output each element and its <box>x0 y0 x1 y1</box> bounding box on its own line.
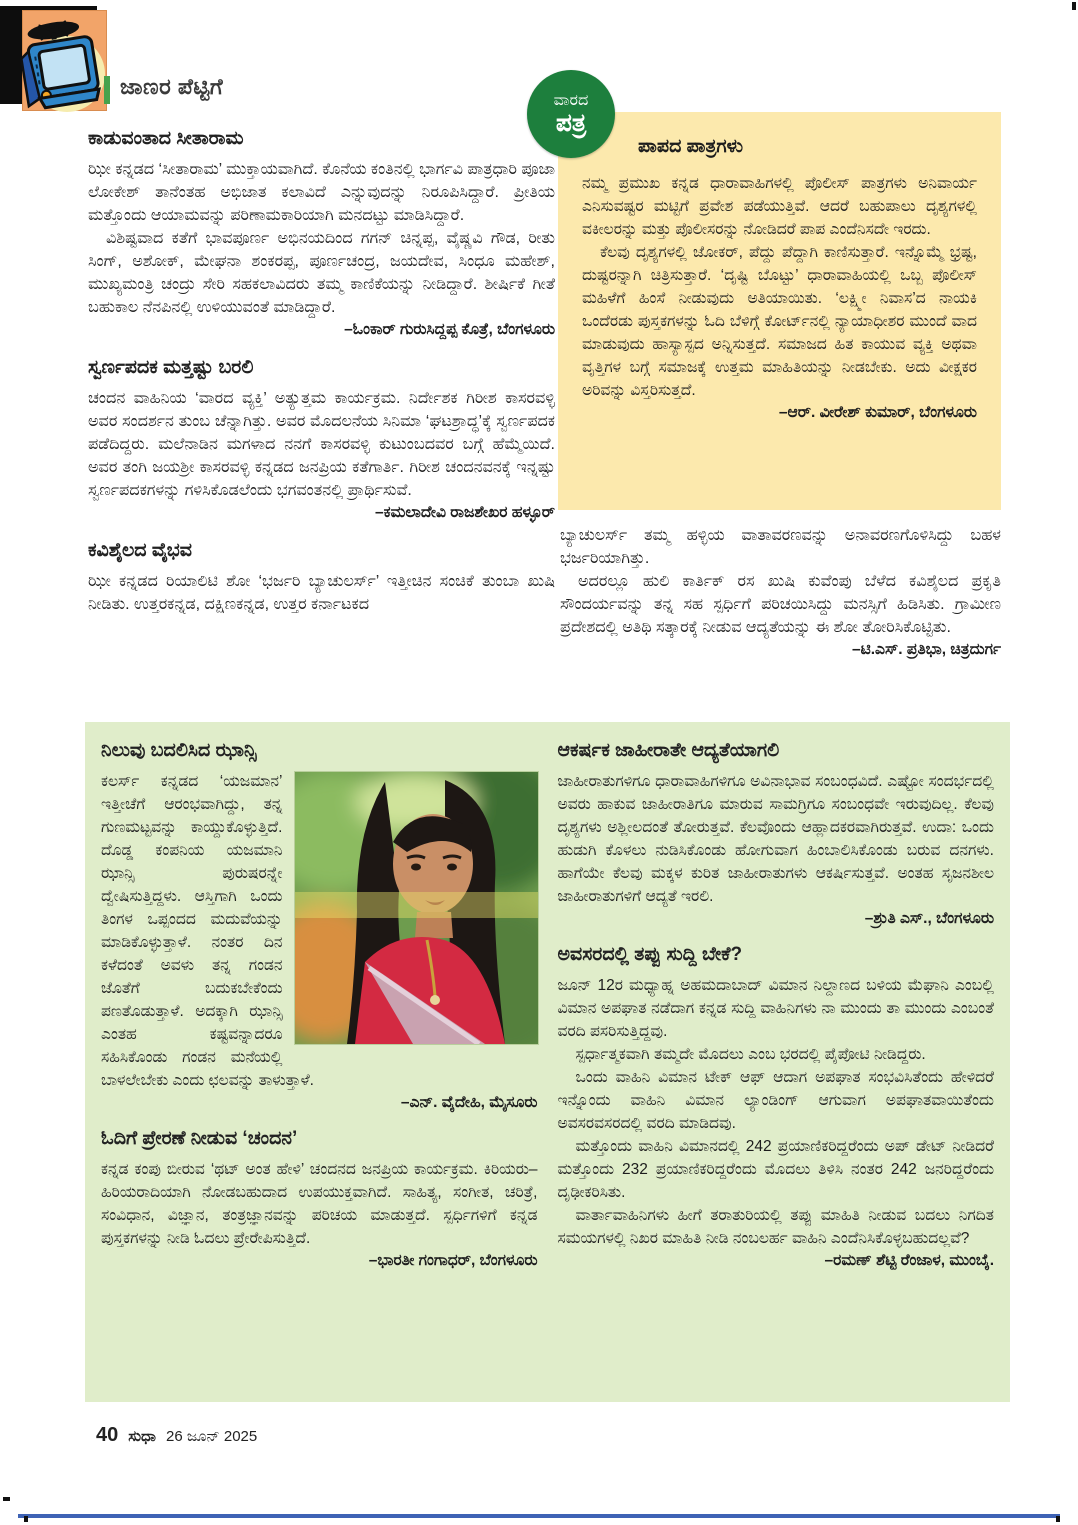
letter-signature: –ಓಂಕಾರ್ ಗುರುಸಿದ್ದಪ್ಪ ಕೊತ್ರೆ, ಬೆಂಗಳೂರು <box>344 321 555 338</box>
letter-paragraph: ಅದರಲ್ಲೂ ಹುಲಿ ಕಾರ್ತಿಕ್ ರಸ ಖುಷಿ ಕುವೆಂಪು ಬೆಳೆದ ಕವಿಶೈಲದ ಪ್ರಕೃತಿ ಸೌಂದರ್ಯವನ್ನು ತನ್ನ ಸಹ ಸ್ಪರ್ಧಿಗೆ ಪರಿಚಯಿಸಿದ್ದು ಮನಸ್ಸಿಗೆ ಹಿಡಿಸಿತು. ಗ್ರಾಮೀಣ ಪ್ರದೇಶದಲ್ಲಿ ಅತಿಥಿ ಸತ್ಕಾರಕ್ಕೆ ನೀಡುವ ಆದ್ಯತೆಯನ್ನು ಈ ಶೋ ತೋರಿಸಿಕೊಟ್ಟಿತು. <box>560 573 1001 636</box>
letter-signature: –ಶ್ರುತಿ ಎಸ್., ಬೆಂಗಳೂರು <box>864 910 994 927</box>
letter-signature: –ಎನ್. ವೈದೇಹಿ, ಮೈಸೂರು <box>400 1094 538 1111</box>
tv-illustration-plate <box>22 10 107 111</box>
section-title: ಜಾಣರ ಪೆಟ್ಟಿಗೆ <box>120 74 224 99</box>
green-letters-box <box>85 722 1010 1402</box>
letter-swarnapadaka <box>88 357 555 522</box>
letter-wrong-news <box>558 944 995 1270</box>
letter-heading: ಕಾಡುವಂತಾದ ಸೀತಾರಾಮ <box>88 128 244 149</box>
registration-mark <box>1056 1516 1060 1522</box>
letter-heading: ಪಾಪದ ಪಾತ್ರಗಳು <box>638 136 744 157</box>
registration-mark <box>3 1497 10 1501</box>
weeks-letter-badge <box>527 70 615 158</box>
letter-paragraph: ಜಾಹೀರಾತುಗಳಿಗೂ ಧಾರಾವಾಹಿಗಳಿಗೂ ಅವಿನಾಭಾವ ಸಂಬಂಧವಿದೆ. ಎಷ್ಟೋ ಸಂದರ್ಭದಲ್ಲಿ ಅವರು ಹಾಕುವ ಜಾಹೀರಾತಿಗೂ ಮಾರುವ ಸಾಮಗ್ರಿಗೂ ಸಂಬಂಧವೇ ಇರುವುದಿಲ್ಲ. ಕೆಲವು ದೃಶ್ಯಗಳು ಅಶ್ಲೀಲದಂತೆ ತೋರುತ್ತವೆ. ಕೆಲವೊಂದು ಆಹ್ಲಾದಕರವಾಗಿರುತ್ತವೆ. ಉದಾ: ಒಂದು ಹುಡುಗಿ ಕೊಳಲು ನುಡಿಸಿಕೊಂಡು ಹೋಗುವಾಗ ಹಿಂಬಾಲಿಸಿಕೊಂಡು ಬರುವ ದನಗಳು. ಹಾಗೆಯೇ ಕೆಲವು ಮಕ್ಕಳ ಕುರಿತ ಜಾಹೀರಾತುಗಳು ಆಕರ್ಷಿಸುತ್ತವೆ. ಅಂತಹ ಸೃಜನಶೀಲ ಜಾಹೀರಾತುಗಳಿಗೆ ಆದ್ಯತೆ ಇರಲಿ. <box>557 773 994 905</box>
letter-signature: –ಟಿ.ಎಸ್. ಪ್ರತಿಭಾ, ಚಿತ್ರದುರ್ಗ <box>851 641 1001 658</box>
letter-seetharama <box>88 128 555 339</box>
letter-signature: –ಆರ್. ವೀರೇಶ್ ಕುಮಾರ್, ಬೆಂಗಳೂರು <box>778 404 977 421</box>
letter-kavishaila <box>88 540 555 616</box>
letter-chandana <box>101 1128 538 1270</box>
letter-paragraph: ಒಂದು ವಾಹಿನಿ ವಿಮಾನ ಟೇಕ್ ಆಫ್ ಆದಾಗ ಅಪಘಾತ ಸಂಭವಿಸಿತೆಂದು ಹೇಳಿದರೆ ಇನ್ನೊಂದು ವಾಹಿನಿ ವಿಮಾನ ಲ್ಯಾಂಡಿಂಗ್ ಆಗುವಾಗ ಅಪಘಾತವಾಯಿತೆಂದು ಅವಸರವಸರದಲ್ಲಿ ವರದಿ ಮಾಡಿದವು. <box>557 1069 994 1132</box>
highlighted-letter-box <box>558 112 1001 510</box>
registration-mark <box>1072 2 1076 10</box>
letter-jhansi <box>101 740 538 1112</box>
letter-signature: –ಕಮಲಾದೇವಿ ರಾಜಶೇಖರ ಹಳ್ಳೂರ್ <box>375 504 555 521</box>
letter-heading: ನಿಲುವು ಬದಲಿಸಿದ ಝಾನ್ಸಿ <box>101 740 257 761</box>
letter-paragraph: ಕನ್ನಡ ಕಂಪು ಬೀರುವ ‘ಥಟ್ ಅಂತ ಹೇಳಿ’ ಚಂದನದ ಜನಪ್ರಿಯ ಕಾರ್ಯಕ್ರಮ. ಕಿರಿಯರು–ಹಿರಿಯರಾದಿಯಾಗಿ ನೋಡಬಹುದಾದ ಉಪಯುಕ್ತವಾಗಿದೆ. ಸಾಹಿತ್ಯ, ಸಂಗೀತ, ಚರಿತ್ರೆ, ಸಂವಿಧಾನ, ವಿಜ್ಞಾನ, ತಂತ್ರಜ್ಞಾನವನ್ನು ಪರಿಚಯ ಮಾಡುತ್ತದೆ. ಸ್ಪರ್ಧಿಗಳಿಗೆ ಕನ್ನಡ ಪುಸ್ತಕಗಳನ್ನು ನೀಡಿ ಓದಲು ಪ್ರೇರೇಪಿಸುತ್ತಿದೆ. <box>101 1161 538 1247</box>
green-box-left-column <box>101 740 538 1384</box>
right-column-continuation <box>560 524 1001 659</box>
letter-heading: ಆಕರ್ಷಕ ಜಾಹೀರಾತೇ ಆದ್ಯತೆಯಾಗಲಿ <box>557 740 780 761</box>
badge-line1: ವಾರದ <box>553 92 589 109</box>
letter-paragraph: ಬ್ಯಾಚುಲರ್ಸ್ ತಮ್ಮ ಹಳ್ಳಿಯ ವಾತಾವರಣವನ್ನು ಅನಾವರಣಗೊಳಿಸಿದ್ದು ಬಹಳ ಭರ್ಜರಿಯಾಗಿತ್ತು. <box>560 527 1001 567</box>
page-footer <box>96 1424 257 1447</box>
letter-paragraph: ಸ್ಪರ್ಧಾತ್ಮಕವಾಗಿ ತಮ್ಮದೇ ಮೊದಲು ಎಂಬ ಭರದಲ್ಲಿ ಪೈಪೋಟಿ ನೀಡಿದ್ದರು. <box>575 1046 926 1063</box>
letter-paragraph: ಕೆಲವು ದೃಶ್ಯಗಳಲ್ಲಿ ಜೋಕರ್, ಪೆದ್ದು ಪೆದ್ದಾಗಿ ಕಾಣಿಸುತ್ತಾರೆ. ಇನ್ನೊಮ್ಮೆ ಭ್ರಷ್ಟ, ದುಷ್ಟರನ್ನಾಗಿ ಚಿತ್ರಿಸುತ್ತಾರೆ. ‘ದೃಷ್ಟಿ ಬೊಟ್ಟು’ ಧಾರಾವಾಹಿಯಲ್ಲಿ ಒಬ್ಬ ಪೊಲೀಸ್ ಮಹಿಳೆಗೆ ಹಿಂಸೆ ನೀಡುವುದು ಅತಿಯಾಯಿತು. ‘ಲಕ್ಷ್ಮೀ ನಿವಾಸ’ದ ನಾಯಕಿ ಒಂದೆರಡು ಪುಸ್ತಕಗಳನ್ನು ಓದಿ ಬೆಳಿಗ್ಗೆ ಕೋರ್ಟ್‌ನಲ್ಲಿ ನ್ಯಾಯಾಧೀಶರ ಮುಂದೆ ವಾದ ಮಾಡುವುದು ಹಾಸ್ಯಾಸ್ಪದ ಅನ್ನಿಸುತ್ತದೆ. ಸಮಾಜದ ಹಿತ ಕಾಯುವ ವ್ಯಕ್ತಿ ಅಥವಾ ವೃತ್ತಿಗಳ ಬಗ್ಗೆ ಸಮಾಜಕ್ಕೆ ಉತ್ತಮ ಮಾಹಿತಿಯನ್ನು ನೀಡಬೇಕು. ಅದು ವೀಕ್ಷಕರ ಅರಿವನ್ನು ವಿಸ್ತರಿಸುತ್ತದೆ. <box>582 244 977 399</box>
letter-paragraph: ನಮ್ಮ ಪ್ರಮುಖ ಕನ್ನಡ ಧಾರಾವಾಹಿಗಳಲ್ಲಿ ಪೊಲೀಸ್ ಪಾತ್ರಗಳು ಅನಿವಾರ್ಯ ಎನಿಸುವಷ್ಟರ ಮಟ್ಟಿಗೆ ಪ್ರವೇಶ ಪಡೆಯುತ್ತಿವೆ. ಆದರೆ ಬಹುಪಾಲು ದೃಶ್ಯಗಳಲ್ಲಿ ವಕೀಲರನ್ನು ಮತ್ತು ಪೊಲೀಸರನ್ನು ನೋಡಿದರೆ ಪಾಪ ಎಂದೆನಿಸದೇ ಇರದು. <box>582 175 977 238</box>
left-column <box>88 128 555 634</box>
letter-paragraph: ಝೀ ಕನ್ನಡದ ರಿಯಾಲಿಟಿ ಶೋ ‘ಭರ್ಜರಿ ಬ್ಯಾಚುಲರ್ಸ್’ ಇತ್ತೀಚಿನ ಸಂಚಿಕೆ ತುಂಬಾ ಖುಷಿ ನೀಡಿತು. ಉತ್ತರಕನ್ನಡ, ದಕ್ಷಿಣಕನ್ನಡ, ಉತ್ತರ ಕರ್ನಾಟಕದ <box>88 573 555 613</box>
badge-line2: ಪತ್ರ <box>555 109 587 137</box>
letter-paragraph: ಝೀ ಕನ್ನಡದ ‘ಸೀತಾರಾಮ’ ಮುಕ್ತಾಯವಾಗಿದೆ. ಕೊನೆಯ ಕಂತಿನಲ್ಲಿ ಭಾರ್ಗವಿ ಪಾತ್ರಧಾರಿ ಪೂಜಾ ಲೋಕೇಶ್ ತಾನೆಂತಹ ಅಭಿಜಾತ ಕಲಾವಿದೆ ಎನ್ನುವುದನ್ನು ನಿರೂಪಿಸಿದ್ದಾರೆ. ಪ್ರೀತಿಯ ಮತ್ತೊಂದು ಆಯಾಮವನ್ನು ಪರಿಣಾಮಕಾರಿಯಾಗಿ ಮನದಟ್ಟು ಮಾಡಿಸಿದ್ದಾರೆ. <box>88 161 555 224</box>
letter-paragraph: ಚಂದನ ವಾಹಿನಿಯ ‘ವಾರದ ವ್ಯಕ್ತಿ’ ಅತ್ಯುತ್ತಮ ಕಾರ್ಯಕ್ರಮ. ನಿರ್ದೇಶಕ ಗಿರೀಶ ಕಾಸರವಳ್ಳಿ ಅವರ ಸಂದರ್ಶನ ತುಂಬ ಚೆನ್ನಾಗಿತ್ತು. ಅವರ ಮೊದಲನೆಯ ಸಿನಿಮಾ ‘ಘಟಶ್ರಾದ್ಧ’ಕ್ಕೆ ಸ್ವರ್ಣಪದಕ ಪಡೆದಿದ್ದರು. ಮಲೆನಾಡಿನ ಮಗಳಾದ ನನಗೆ ಕಾಸರವಳ್ಳಿ ಕುಟುಂಬದವರ ಬಗ್ಗೆ ಹೆಮ್ಮೆಯಿದೆ. ಅವರ ತಂಗಿ ಜಯಶ್ರೀ ಕಾಸರವಳ್ಳಿ ಕನ್ನಡದ ಜನಪ್ರಿಯ ಕತೆಗಾರ್ತಿ. ಗಿರೀಶ ಚಂದನವನಕ್ಕೆ ಇನ್ನಷ್ಟು ಸ್ವರ್ಣಪದಕಗಳನ್ನು ಗಳಿಸಿಕೊಡಲೆಂದು ಭಗವಂತನಲ್ಲಿ ಪ್ರಾರ್ಥಿಸುವೆ. <box>88 390 555 499</box>
bottom-rule <box>18 1514 1060 1518</box>
letter-signature: –ರಮಣ್ ಶೆಟ್ಟಿ ರೆಂಜಾಳ, ಮುಂಬೈ. <box>824 1252 994 1269</box>
letter-paragraph: ಜೂನ್ 12ರ ಮಧ್ಯಾಹ್ನ ಅಹಮದಾಬಾದ್ ವಿಮಾನ ನಿಲ್ದಾಣದ ಬಳಿಯ ಮೆಘಾನಿ ಎಂಬಲ್ಲಿ ವಿಮಾನ ಅಪಘಾತ ನಡೆದಾಗ ಕನ್ನಡ ಸುದ್ದಿ ವಾಹಿನಿಗಳು ನಾ ಮುಂದು ತಾ ಮುಂದು ಎಂಬಂತೆ ವರದಿ ಪಸರಿಸುತ್ತಿದ್ದವು. <box>557 977 994 1040</box>
letter-paragraph: ವಾರ್ತಾವಾಹಿನಿಗಳು ಹೀಗೆ ತರಾತುರಿಯಲ್ಲಿ ತಪ್ಪು ಮಾಹಿತಿ ನೀಡುವ ಬದಲು ನಿಗದಿತ ಸಮಯಗಳಲ್ಲಿ ನಿಖರ ಮಾಹಿತಿ ನೀಡಿ ನಂಬಲರ್ಹ ವಾಹಿನಿ ಎಂದೆನಿಸಿಕೊಳ್ಳಬಹುದಲ್ಲವೆ? <box>557 1207 994 1247</box>
magazine-name: ಸುಧಾ <box>128 1428 156 1445</box>
issue-date: 26 ಜೂನ್ 2025 <box>165 1428 258 1445</box>
registration-mark <box>24 1516 28 1522</box>
letter-heading: ಕವಿಶೈಲದ ವೈಭವ <box>88 540 192 561</box>
letter-paragraph: ಮತ್ತೊಂದು ವಾಹಿನಿ ವಿಮಾನದಲ್ಲಿ 242 ಪ್ರಯಾಣಿಕರಿದ್ದರೆಂದು ಅಪ್ ಡೇಟ್ ನೀಡಿದರೆ ಮತ್ತೊಂದು 232 ಪ್ರಯಾಣಿಕರಿದ್ದರೆಂದು ಮೊದಲು ತಿಳಿಸಿ ನಂತರ 242 ಜನರಿದ್ದರೆಂದು ದೃಢೀಕರಿಸಿತು. <box>557 1138 994 1201</box>
letter-heading: ಓದಿಗೆ ಪ್ರೇರಣೆ ನೀಡುವ ‘ಚಂದನ’ <box>101 1128 298 1149</box>
section-title-rule <box>104 76 110 104</box>
letter-heading: ಅವಸರದಲ್ಲಿ ತಪ್ಪು ಸುದ್ದಿ ಬೇಕೆ? <box>557 944 743 965</box>
letter-paragraph: ವಿಶಿಷ್ಟವಾದ ಕತೆಗೆ ಭಾವಪೂರ್ಣ ಅಭಿನಯದಿಂದ ಗಗನ್ ಚಿನ್ನಪ್ಪ, ವೈಷ್ಣವಿ ಗೌಡ, ರೀತು ಸಿಂಗ್, ಅಶೋಕ್, ಮೇಘನಾ ಶಂಕರಪ್ಪ, ಪೂರ್ಣಚಂದ್ರ, ಜಯದೇವ, ಸಿಂಧೂ ಮಹೇಶ್, ಮುಖ್ಯಮಂತ್ರಿ ಚಂದ್ರು ಸೇರಿ ಸಹಕಲಾವಿದರು ತಮ್ಮ ಕಾಣಿಕೆಯನ್ನು ನೀಡಿದ್ದಾರೆ. ಶೀರ್ಷಿಕೆ ಗೀತೆ ಬಹುಕಾಲ ನೆನಪಿನಲ್ಲಿ ಉಳಿಯುವಂತೆ ಮಾಡಿದ್ದಾರೆ. <box>88 230 555 316</box>
letter-heading: ಸ್ವರ್ಣಪದಕ ಮತ್ತಷ್ಟು ಬರಲಿ <box>88 357 254 378</box>
actress-photo <box>295 772 538 1044</box>
letter-paragraph: ಕಲರ್ಸ್ ಕನ್ನಡದ ‘ಯಜಮಾನ’ ಇತ್ತೀಚೆಗೆ ಆರಂಭವಾಗಿದ್ದು, ತನ್ನ ಗುಣಮಟ್ಟವನ್ನು ಕಾಯ್ದುಕೊಳ್ಳುತ್ತಿದೆ. ದೊಡ್ಡ ಕಂಪನಿಯ ಯಜಮಾನಿ ಝಾನ್ಸಿ ಪುರುಷರನ್ನೇ ದ್ವೇಷಿಸುತ್ತಿದ್ದಳು. ಆಸ್ತಿಗಾಗಿ ಒಂದು ತಿಂಗಳ ಒಪ್ಪಂದದ ಮದುವೆಯನ್ನು ಮಾಡಿಕೊಳ್ಳುತ್ತಾಳೆ. ನಂತರ ದಿನ ಕಳೆದಂತೆ ಅವಳು ತನ್ನ ಗಂಡನ ಜೊತೆಗೆ ಬದುಕಬೇಕೆಂದು ಪಣತೊಡುತ್ತಾಳೆ. ಅದಕ್ಕಾಗಿ ಝಾನ್ಸಿ ಎಂತಹ ಕಷ್ಟವನ್ನಾದರೂ ಸಹಿಸಿಕೊಂಡು ಗಂಡನ ಮನೆಯಲ್ಲಿ ಬಾಳಲೇಬೇಕು ಎಂದು ಛಲವನ್ನು ತಾಳುತ್ತಾಳೆ. <box>101 773 314 1089</box>
letter-advertisements <box>558 740 995 928</box>
page-number: 40 <box>96 1424 119 1446</box>
letter-signature: –ಭಾರತೀ ಗಂಗಾಧರ್, ಬೆಂಗಳೂರು <box>368 1252 538 1269</box>
green-box-right-column <box>558 740 995 1384</box>
